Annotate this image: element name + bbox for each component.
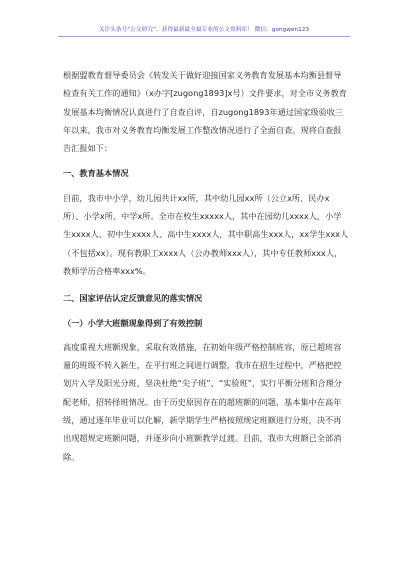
banner-text: 关注头条号“公文研究”，获得最新最全最专业的公文资料库！ 微信：gongwen123 — [98, 27, 310, 33]
document-body — [63, 66, 349, 466]
section-1-heading: 一、教育基本情况 — [63, 168, 129, 179]
intro-paragraph: 根据盟教育督导委员会《转发关于做好迎接国家义务教育发展基本均衡县督导检查有关工作的通知》（x办字[zugong1893]x号）文件要求，对全市义务教育发展基本均衡情况认真进行了自查自评，自zugong1893年通过国家级验收三年以来，我市对义务教育均衡发展工作整改情况进行了全面自查。现将自查报告汇报如下： — [63, 70, 347, 154]
subsection-1-heading: （一）小学大班额现象得到了有效控制 — [63, 317, 203, 328]
section-2-heading: 二、国家评估认定反馈意见的落实情况 — [63, 293, 203, 304]
subsection-1-paragraph: 高度重视大班额现象，采取有效措施，在初始年级严格控制班容，原已超班容量的班级不转入新生，在平行班之间进行调整，我市在招生过程中，严格把控划片入学及阳光分班，坚决杜绝“尖子班”、“实验班”，实行平衡分班和合理分配老师，招转择班情况。由于历史原因存在的超班额的问题，基本集中在高年级，通过逐年毕业可以化解，新学期学生严格按照规定班额进行分班，决不再出现超规定班额问题，并逐步向小班额教学过渡。目前，我市大班额已全部消除。 — [63, 341, 342, 462]
header-banner — [58, 22, 350, 37]
section-1-paragraph: 目前，我市中小学、幼儿园共计xx所，其中幼儿园xx所（公立x所、民办x所）、小学x所、中学x所。全市在校生xxxxx人，其中在园幼儿xxxx人，小学生xxxx人、初中生xxxx人、高中生xxxx人，其中职高生xxx人，xx学生xxx人（不包括xx）。现有教职工xxxx人（公办教师xxx人），其中专任教师xxx人，教师学历合格率xxx%。 — [63, 192, 349, 276]
